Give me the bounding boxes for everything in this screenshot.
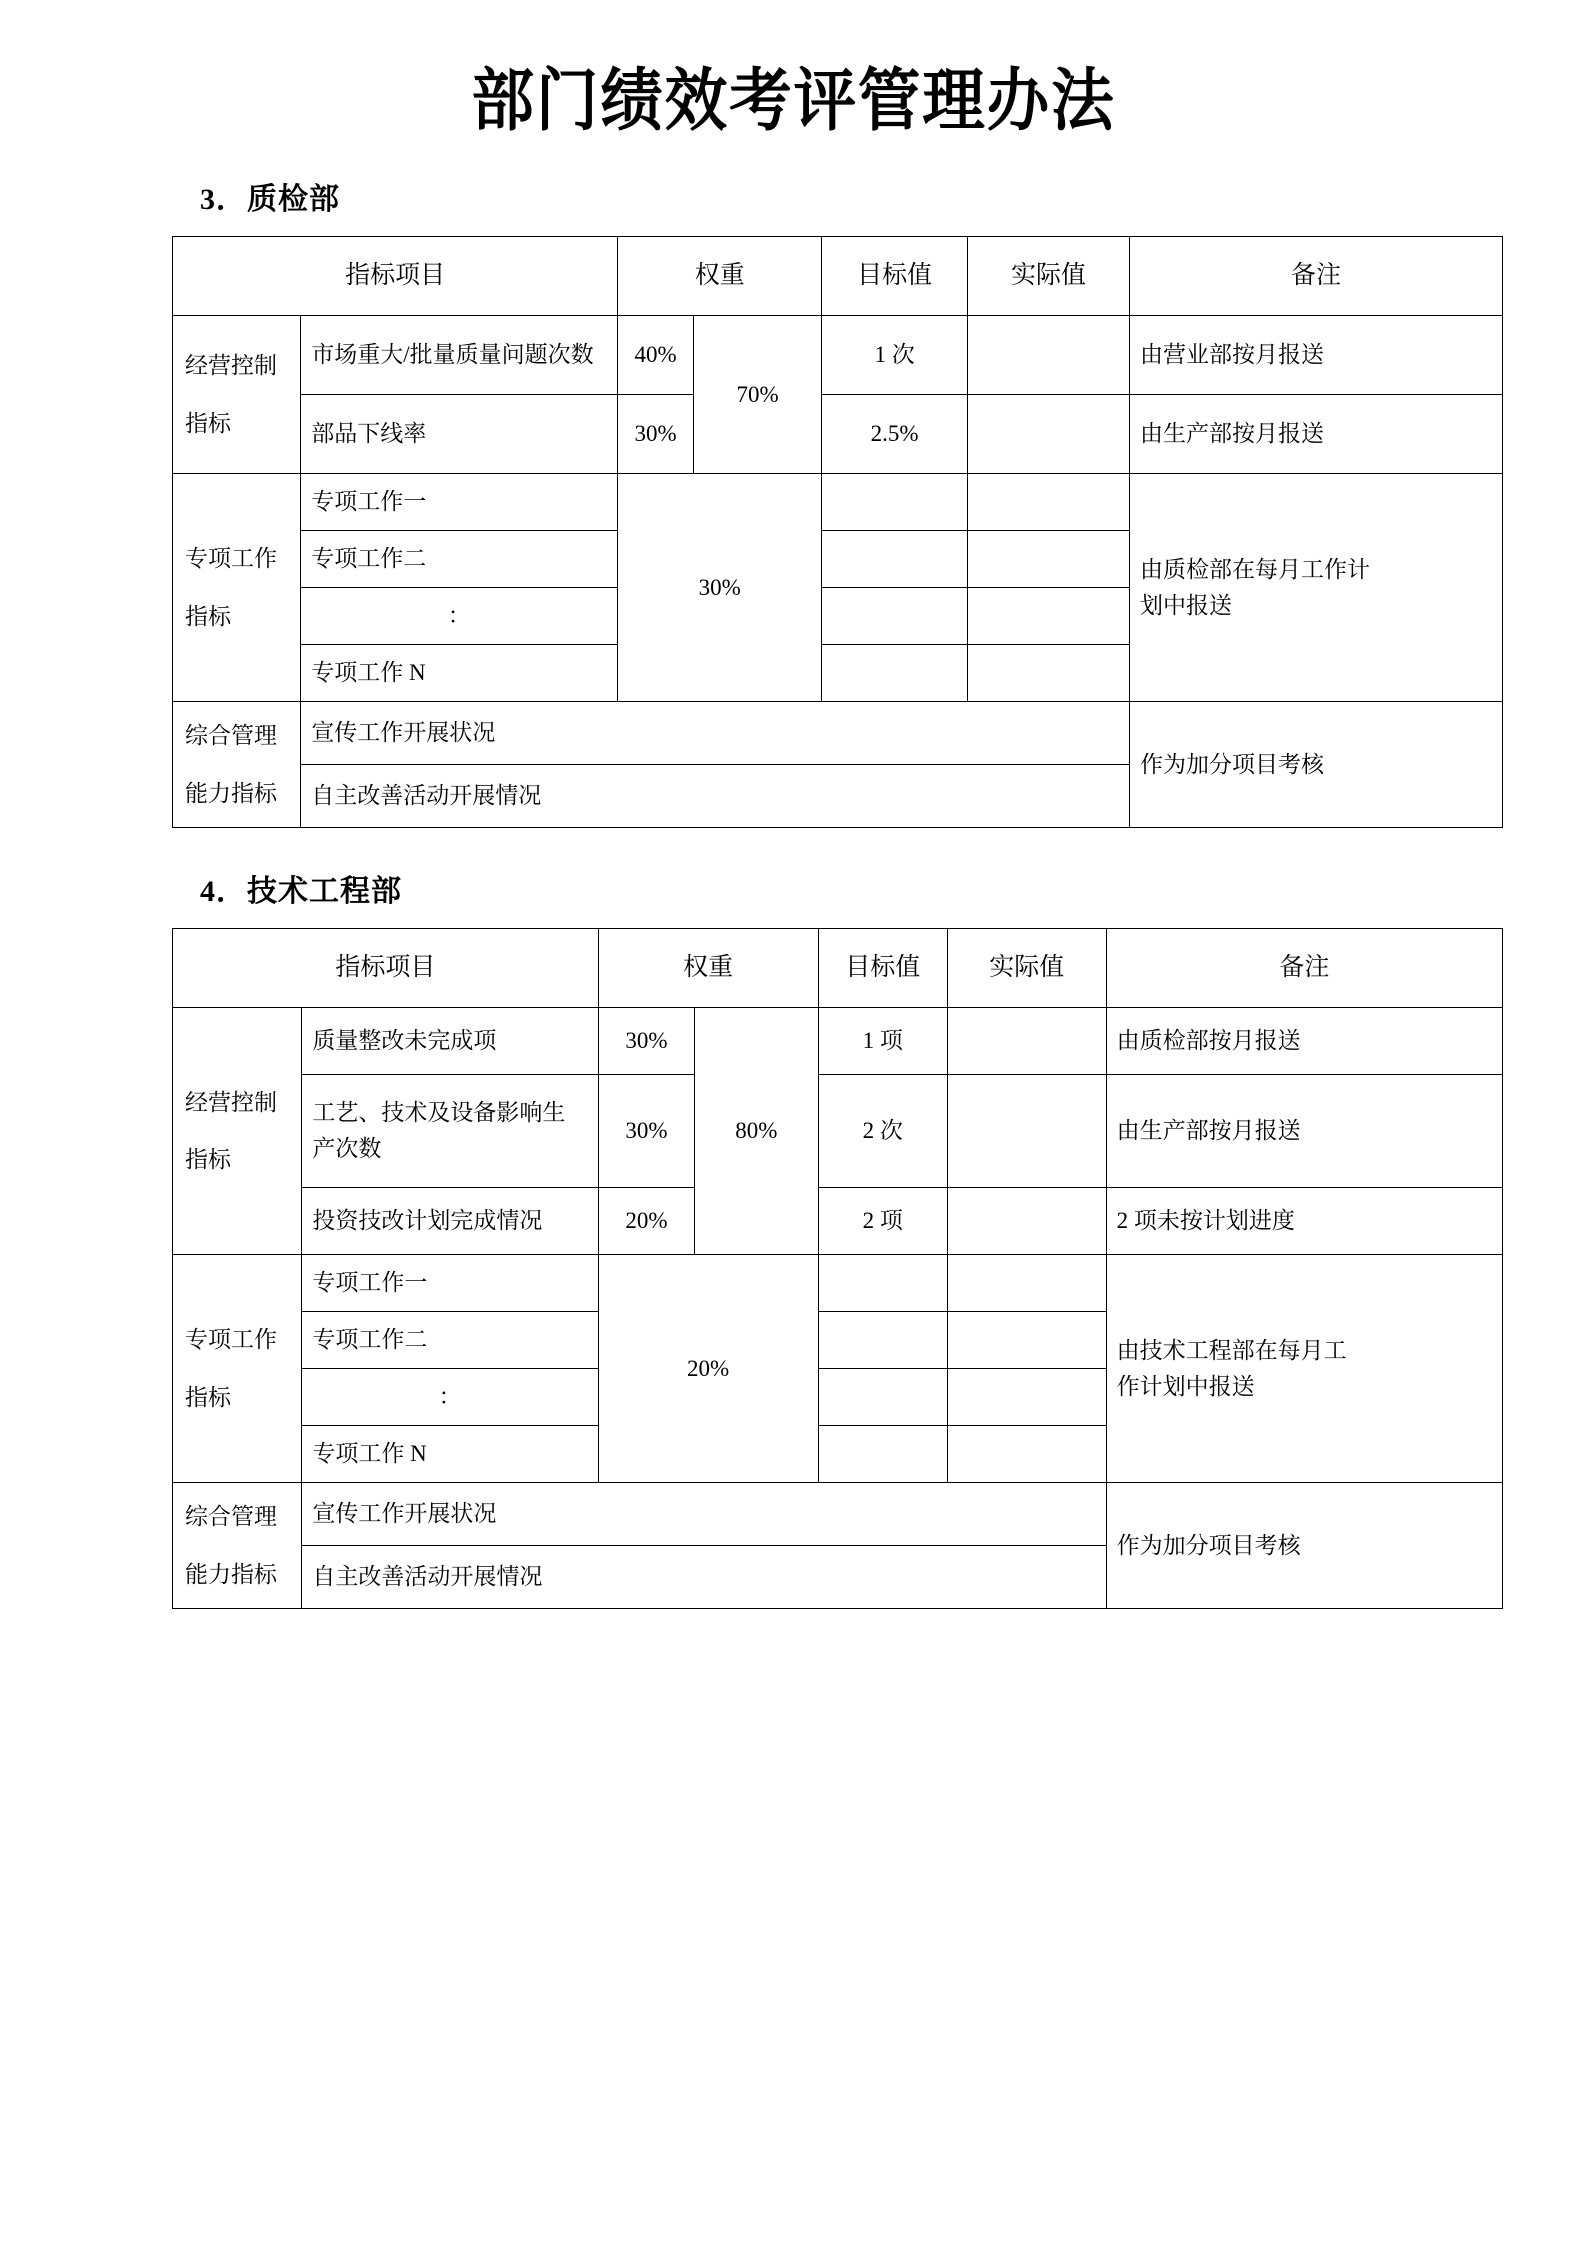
- group-weight: 20%: [598, 1255, 818, 1483]
- indicator-target[interactable]: [818, 1426, 947, 1483]
- page-title: 部门绩效考评管理办法: [471, 62, 1116, 141]
- category-comprehensive: [173, 1483, 302, 1609]
- indicator-item: 专项工作一: [302, 1255, 598, 1312]
- note-line1: 由技术工程部在每月工: [1116, 1337, 1347, 1363]
- table-header-row: [173, 237, 1503, 316]
- section-heading-4: 4．技术工程部: [200, 875, 402, 908]
- indicator-weight: 20%: [598, 1188, 694, 1255]
- indicator-actual[interactable]: [967, 316, 1129, 395]
- table-row: [173, 1075, 1503, 1188]
- column-header-target: 目标值: [822, 237, 968, 316]
- indicator-target[interactable]: [818, 1255, 947, 1312]
- indicator-item: 专项工作 N: [301, 645, 618, 702]
- indicator-item: ：: [302, 1369, 598, 1426]
- indicator-actual[interactable]: [967, 588, 1129, 645]
- indicator-target[interactable]: [818, 1369, 947, 1426]
- indicator-target: 2 次: [818, 1075, 947, 1188]
- indicator-note: 由质检部按月报送: [1106, 1008, 1502, 1075]
- column-header-item: 指标项目: [173, 929, 599, 1008]
- table-row: [173, 1483, 1503, 1546]
- note-line2: 作计划中报送: [1116, 1373, 1255, 1399]
- indicator-note: 2 项未按计划进度: [1106, 1188, 1502, 1255]
- column-header-actual: 实际值: [967, 237, 1129, 316]
- table-row: [173, 1255, 1503, 1312]
- indicator-note: [1129, 474, 1502, 702]
- indicator-actual[interactable]: [947, 1312, 1106, 1369]
- category-comprehensive: [173, 702, 301, 828]
- group-weight: 70%: [694, 316, 822, 474]
- table-row: [173, 474, 1503, 531]
- indicator-target: 1 次: [822, 316, 968, 395]
- indicator-actual[interactable]: [947, 1255, 1106, 1312]
- indicator-weight: 30%: [618, 395, 694, 474]
- indicator-item: 工艺、技术及设备影响生产次数: [302, 1075, 598, 1188]
- indicator-actual[interactable]: [947, 1426, 1106, 1483]
- indicator-actual[interactable]: [947, 1008, 1106, 1075]
- indicator-target: 2.5%: [822, 395, 968, 474]
- category-label-line1: 经营控制: [185, 1089, 277, 1115]
- note-line1: 由质检部在每月工作计: [1139, 556, 1370, 582]
- indicator-target: 1 项: [818, 1008, 947, 1075]
- category-label-line1: 经营控制: [185, 353, 277, 378]
- indicator-note: 作为加分项目考核: [1129, 702, 1502, 828]
- section-heading-3: 3．质检部: [200, 183, 340, 216]
- indicator-item: 自主改善活动开展情况: [302, 1546, 1106, 1609]
- indicator-target[interactable]: [822, 474, 968, 531]
- table-wrapper-4: [0, 928, 1587, 1609]
- indicator-item: 市场重大/批量质量问题次数: [301, 316, 618, 395]
- category-special-work: [173, 1255, 302, 1483]
- category-label-line2: 指标: [185, 410, 231, 436]
- indicator-item: ：: [301, 588, 618, 645]
- table-wrapper-3: [0, 236, 1587, 828]
- indicator-actual[interactable]: [967, 531, 1129, 588]
- indicator-actual[interactable]: [947, 1369, 1106, 1426]
- column-header-note: 备注: [1129, 237, 1502, 316]
- indicator-item: 自主改善活动开展情况: [301, 765, 1130, 828]
- column-header-actual: 实际值: [947, 929, 1106, 1008]
- indicator-item: 部品下线率: [301, 395, 618, 474]
- column-header-target: 目标值: [818, 929, 947, 1008]
- indicator-note: 由营业部按月报送: [1129, 316, 1502, 395]
- column-header-weight: 权重: [618, 237, 822, 316]
- category-label-line2: 指标: [185, 1147, 231, 1172]
- group-weight: 30%: [618, 474, 822, 702]
- table-row: [173, 395, 1503, 474]
- category-business-control: [173, 1008, 302, 1255]
- indicator-actual[interactable]: [947, 1075, 1106, 1188]
- category-label-line1: 专项工作: [185, 1327, 277, 1352]
- column-header-weight: 权重: [598, 929, 818, 1008]
- indicator-item: 专项工作一: [301, 474, 618, 531]
- kpi-table-quality-dept: [172, 236, 1503, 828]
- table-row: [173, 316, 1503, 395]
- indicator-item: 专项工作二: [302, 1312, 598, 1369]
- kpi-table-engineering-dept: [172, 928, 1503, 1609]
- category-special-work: [173, 474, 301, 702]
- table-row: [173, 702, 1503, 765]
- category-label-line2: 能力指标: [185, 780, 277, 806]
- category-label-line2: 能力指标: [185, 1561, 277, 1587]
- indicator-target: 2 项: [818, 1188, 947, 1255]
- category-label-line1: 综合管理: [185, 1504, 277, 1529]
- indicator-actual[interactable]: [967, 474, 1129, 531]
- indicator-note: 作为加分项目考核: [1106, 1483, 1502, 1609]
- indicator-target[interactable]: [822, 588, 968, 645]
- table-row: [173, 1008, 1503, 1075]
- column-header-item: 指标项目: [173, 237, 618, 316]
- category-business-control: [173, 316, 301, 474]
- indicator-target[interactable]: [822, 531, 968, 588]
- column-header-note: 备注: [1106, 929, 1502, 1008]
- indicator-actual[interactable]: [967, 395, 1129, 474]
- indicator-item: 专项工作二: [301, 531, 618, 588]
- table-row: [173, 1188, 1503, 1255]
- indicator-item: 投资技改计划完成情况: [302, 1188, 598, 1255]
- indicator-target[interactable]: [818, 1312, 947, 1369]
- indicator-note: 由生产部按月报送: [1106, 1075, 1502, 1188]
- group-weight: 80%: [695, 1008, 818, 1255]
- indicator-item: 宣传工作开展状况: [301, 702, 1130, 765]
- indicator-actual[interactable]: [947, 1188, 1106, 1255]
- indicator-weight: 30%: [598, 1008, 694, 1075]
- indicator-actual[interactable]: [967, 645, 1129, 702]
- category-label-line1: 综合管理: [185, 723, 277, 748]
- category-label-line2: 指标: [185, 603, 231, 629]
- indicator-item: 宣传工作开展状况: [302, 1483, 1106, 1546]
- category-label-line1: 专项工作: [185, 546, 277, 571]
- category-label-line2: 指标: [185, 1384, 231, 1410]
- table-header-row: [173, 929, 1503, 1008]
- indicator-item: 专项工作 N: [302, 1426, 598, 1483]
- indicator-target[interactable]: [822, 645, 968, 702]
- indicator-weight: 30%: [598, 1075, 694, 1188]
- indicator-note: [1106, 1255, 1502, 1483]
- indicator-item: 质量整改未完成项: [302, 1008, 598, 1075]
- note-line2: 划中报送: [1139, 592, 1232, 618]
- indicator-note: 由生产部按月报送: [1129, 395, 1502, 474]
- indicator-weight: 40%: [618, 316, 694, 395]
